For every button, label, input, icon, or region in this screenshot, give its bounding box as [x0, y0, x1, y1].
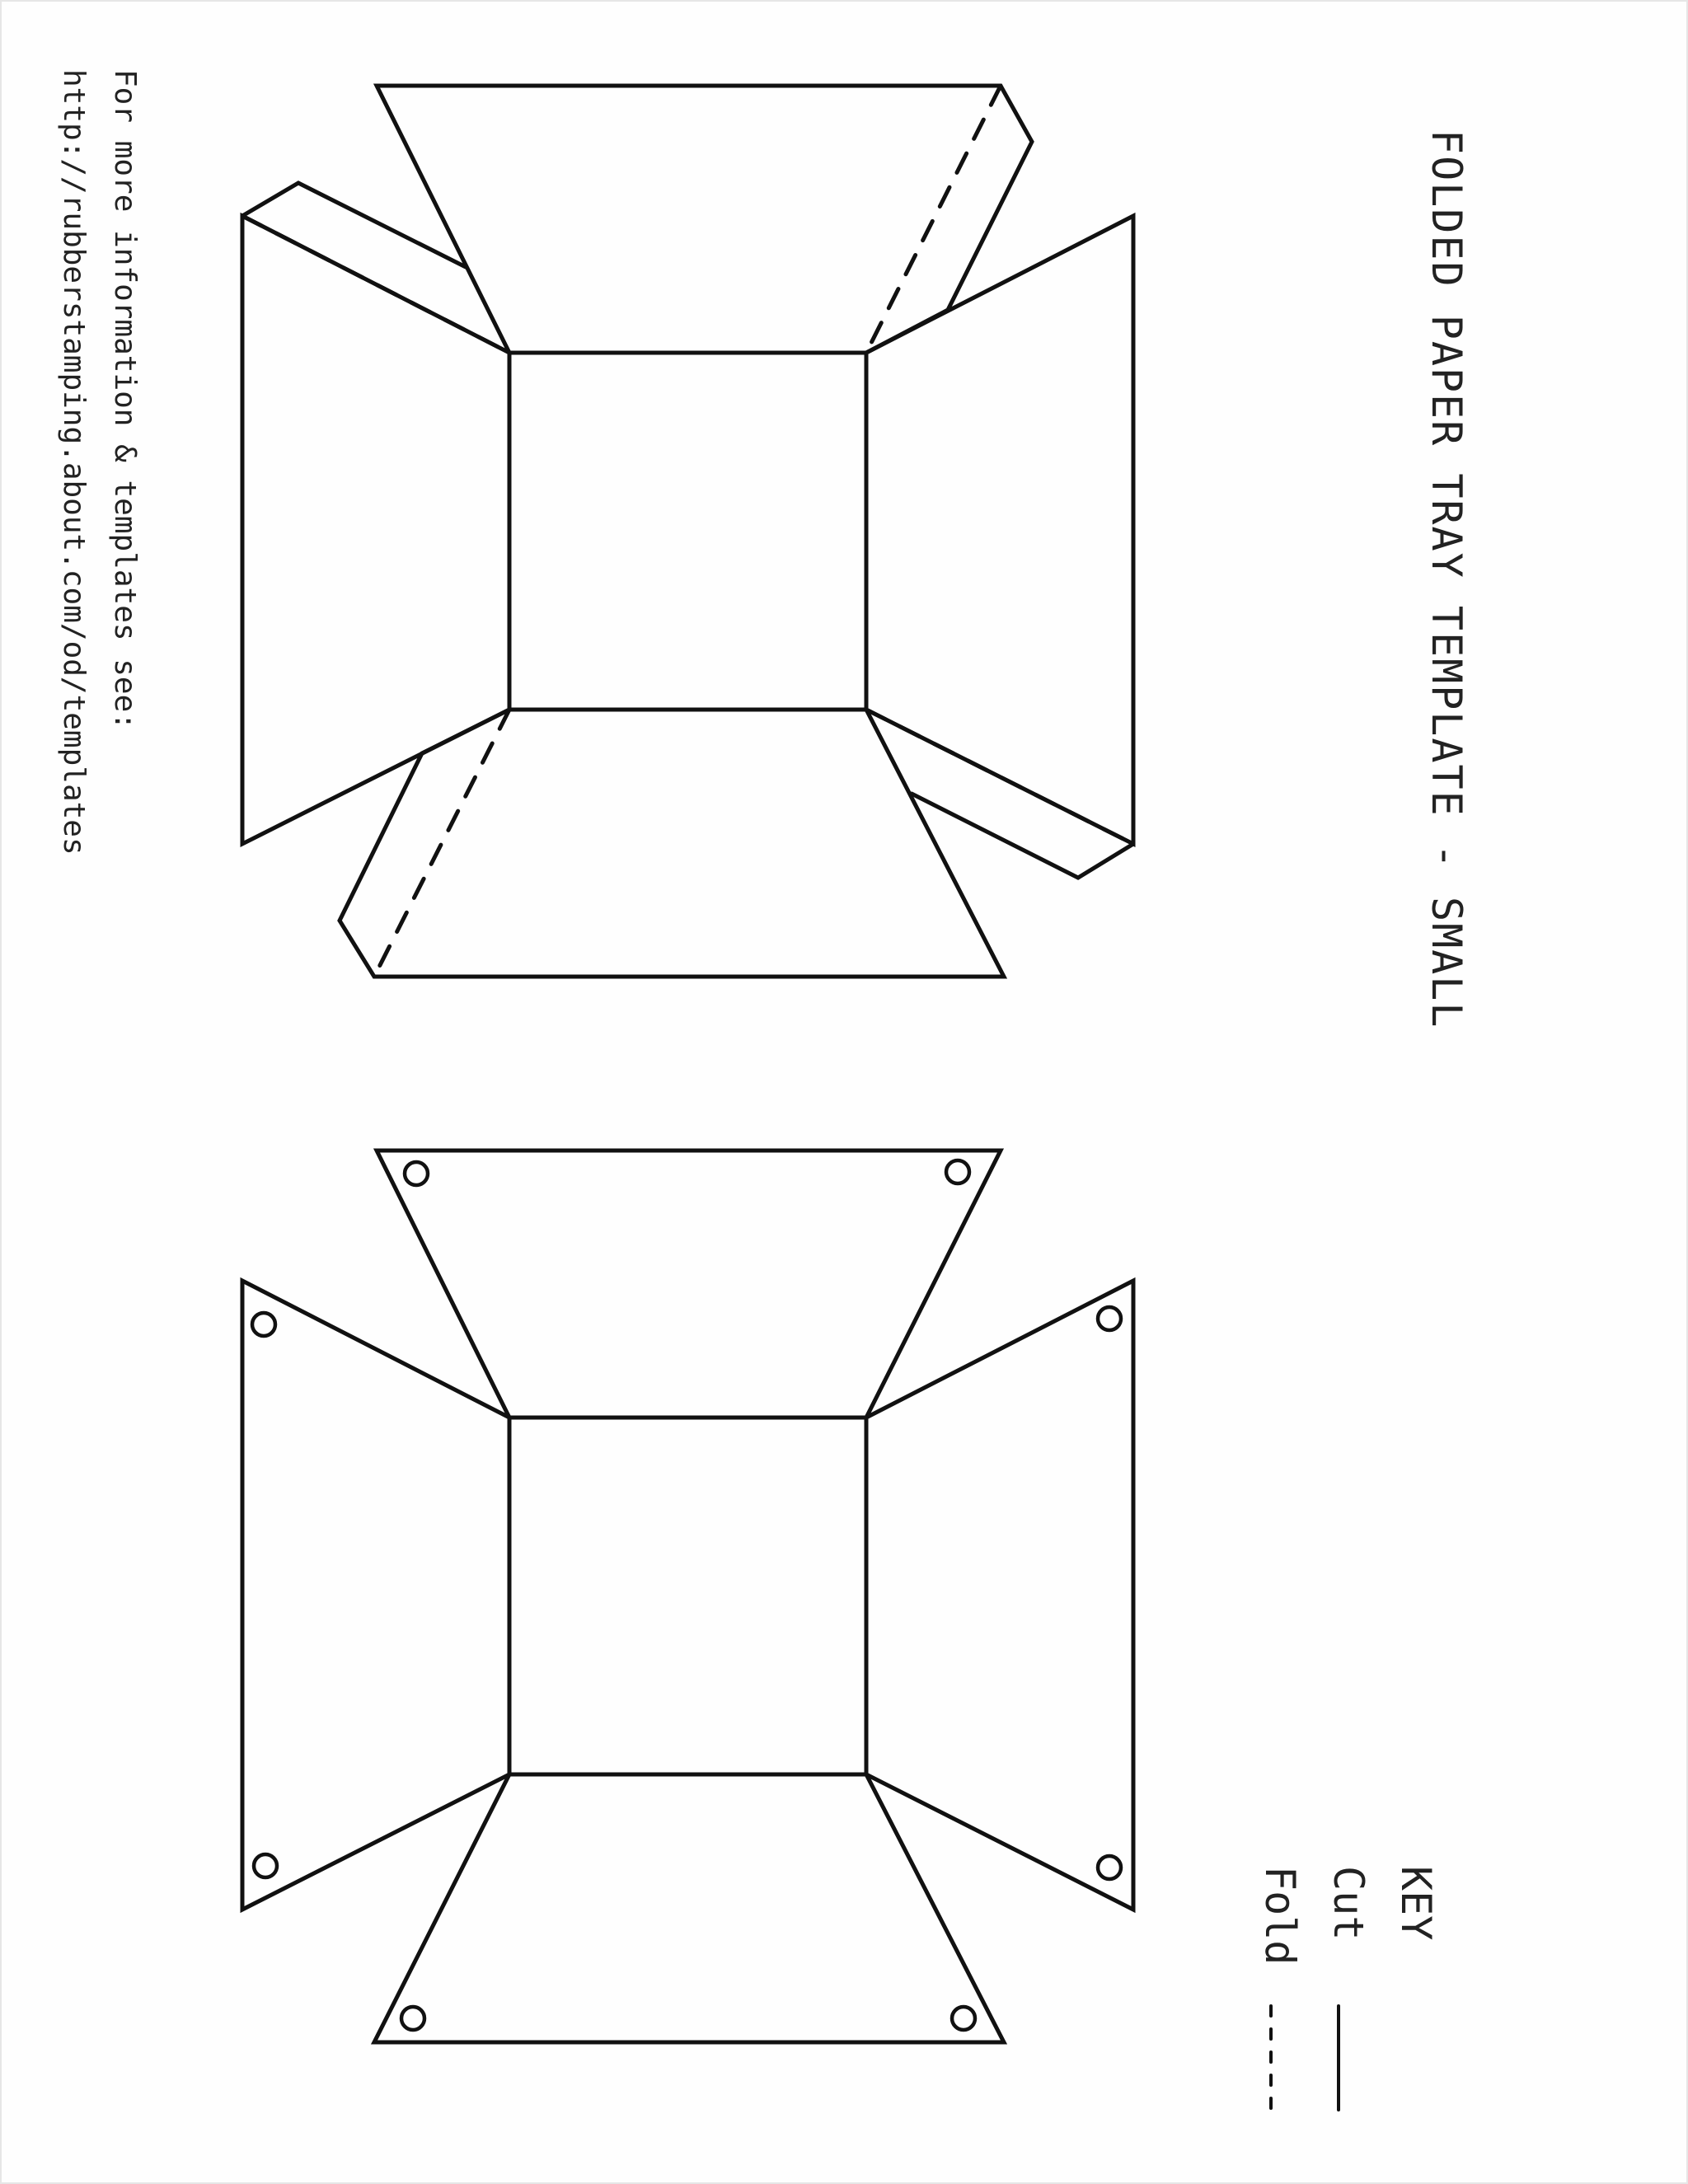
punch-hole — [952, 2007, 975, 2030]
info-url: http://rubberstamping.about.com/od/templates — [57, 69, 91, 855]
punch-holes — [252, 1160, 1121, 2030]
punch-hole — [1098, 1307, 1121, 1330]
tray-template-with-holes — [242, 1151, 1133, 2042]
key-heading: KEY — [1392, 1866, 1440, 1941]
tray-flap-left — [242, 216, 509, 844]
punch-hole — [401, 2007, 424, 2030]
tray-flap-top — [377, 86, 1032, 353]
fold-line — [866, 86, 1001, 353]
punch-hole — [252, 1313, 275, 1336]
tray-flap-top — [377, 1151, 1001, 1418]
key-fold-label: Fold — [1256, 1866, 1304, 1966]
template-title: FOLDED PAPER TRAY TEMPLATE - SMALL — [1423, 129, 1470, 1029]
tray-flap-left — [242, 1281, 509, 1910]
fold-line — [374, 710, 509, 977]
tray-flap-bottom — [374, 1774, 1004, 2042]
info-text: For more information & templates see: — [108, 69, 142, 730]
tray-base-square — [509, 353, 866, 710]
tray-base-square — [509, 1418, 866, 1774]
punch-hole — [405, 1162, 428, 1185]
key-cut-label: Cut — [1325, 1866, 1372, 1941]
tray-flap-right — [866, 216, 1133, 844]
tray-flap-right — [866, 1281, 1133, 1910]
punch-hole — [946, 1160, 969, 1183]
tray-flap-bottom — [340, 710, 1004, 977]
punch-hole — [1098, 1856, 1121, 1879]
tray-template-with-tabs — [242, 86, 1133, 977]
punch-hole — [254, 1854, 277, 1877]
